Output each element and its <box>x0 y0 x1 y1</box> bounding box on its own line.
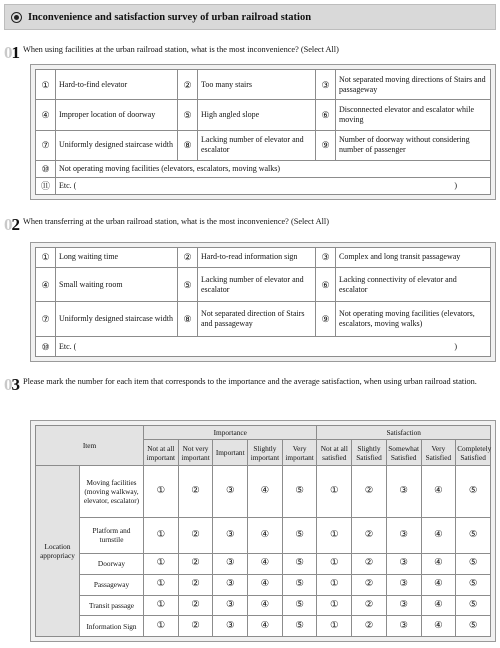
item-label: Moving facilities (moving walkway, elevator, escalator) <box>80 466 144 518</box>
satisfaction-choice[interactable]: ② <box>352 466 387 518</box>
satisfaction-col-header: Not at all satisfied <box>317 440 352 466</box>
option-label: Not operating moving facilities (elevators, escalators, moving walks) <box>336 302 491 337</box>
importance-choice[interactable]: ① <box>144 466 179 518</box>
option-label: Lacking connectivity of elevator and escalator <box>336 267 491 302</box>
option-number[interactable]: ③ <box>316 70 336 100</box>
option-number[interactable]: ⑧ <box>178 130 198 160</box>
satisfaction-choice[interactable]: ⑤ <box>456 517 491 553</box>
importance-choice[interactable]: ⑤ <box>282 616 317 637</box>
rating-row <box>36 574 491 595</box>
etc-option <box>56 337 491 357</box>
option-label: Small waiting room <box>56 267 178 302</box>
option-number[interactable]: ⑥ <box>316 267 336 302</box>
rating-row <box>36 616 491 637</box>
satisfaction-choice[interactable]: ① <box>317 517 352 553</box>
option-row <box>36 267 491 302</box>
question-1-options-table <box>35 69 491 195</box>
satisfaction-choice[interactable]: ③ <box>386 517 421 553</box>
option-row <box>36 177 491 194</box>
importance-choice[interactable]: ② <box>178 574 213 595</box>
question-3-text: Please mark the number for each item that corresponds to the importance and the average satisfaction, when using urban railroad station. <box>23 377 477 386</box>
item-label: Transit passage <box>80 595 144 616</box>
satisfaction-choice[interactable]: ⑤ <box>456 595 491 616</box>
importance-choice[interactable]: ① <box>144 554 179 575</box>
option-label: Improper location of doorway <box>56 100 178 130</box>
satisfaction-choice[interactable]: ② <box>352 554 387 575</box>
option-label: High angled slope <box>198 100 316 130</box>
question-2-text: When transferring at the urban railroad station, what is the most inconvenience? (Select All) <box>23 217 329 226</box>
double-circle-bullet-icon <box>11 12 22 23</box>
rating-row <box>36 466 491 518</box>
satisfaction-col-header: Very Satisfied <box>421 440 456 466</box>
question-1-options <box>30 64 496 200</box>
question-3-rating-table <box>35 425 491 637</box>
option-number[interactable]: ① <box>36 70 56 100</box>
satisfaction-col-header: Slightly Satisfied <box>352 440 387 466</box>
question-3 <box>4 376 496 393</box>
importance-choice[interactable]: ④ <box>248 574 283 595</box>
option-label: Lacking number of elevator and escalator <box>198 130 316 160</box>
option-label: Hard-to-find elevator <box>56 70 178 100</box>
option-label: Too many stairs <box>198 70 316 100</box>
importance-choice[interactable]: ② <box>178 616 213 637</box>
question-2-options <box>30 242 496 362</box>
satisfaction-choice[interactable]: ④ <box>421 466 456 518</box>
satisfaction-choice[interactable]: ④ <box>421 517 456 553</box>
rating-row <box>36 517 491 553</box>
satisfaction-choice[interactable]: ③ <box>386 574 421 595</box>
satisfaction-choice[interactable]: ① <box>317 554 352 575</box>
option-label: Etc. ( <box>59 180 77 190</box>
group-label: Location appropriacy <box>36 466 80 637</box>
importance-col-header: Not very important <box>178 440 213 466</box>
option-number[interactable]: ④ <box>36 100 56 130</box>
satisfaction-choice[interactable]: ① <box>317 616 352 637</box>
satisfaction-header: Satisfaction <box>317 426 491 440</box>
satisfaction-choice[interactable]: ④ <box>421 595 456 616</box>
option-label: Not separated direction of Stairs and passageway <box>198 302 316 337</box>
satisfaction-choice[interactable]: ③ <box>386 554 421 575</box>
rating-row <box>36 554 491 575</box>
importance-choice[interactable]: ⑤ <box>282 466 317 518</box>
importance-col-header: Not at all important <box>144 440 179 466</box>
importance-choice[interactable]: ① <box>144 574 179 595</box>
option-row <box>36 248 491 268</box>
importance-choice[interactable]: ⑤ <box>282 554 317 575</box>
importance-choice[interactable]: ② <box>178 517 213 553</box>
importance-choice[interactable]: ③ <box>213 466 248 518</box>
importance-col-header: Slightly important <box>248 440 283 466</box>
option-label: Lacking number of elevator and escalator <box>198 267 316 302</box>
importance-col-header: Very important <box>282 440 317 466</box>
option-row <box>36 302 491 337</box>
satisfaction-choice[interactable]: ① <box>317 574 352 595</box>
importance-choice[interactable]: ③ <box>213 517 248 553</box>
satisfaction-choice[interactable]: ② <box>352 574 387 595</box>
importance-choice[interactable]: ② <box>178 595 213 616</box>
importance-choice[interactable]: ⑤ <box>282 595 317 616</box>
option-number[interactable]: ⑦ <box>36 130 56 160</box>
option-number[interactable]: ⑩ <box>36 160 56 177</box>
option-label: Etc. ( <box>59 341 77 351</box>
option-number[interactable]: ⑤ <box>178 100 198 130</box>
survey-title: Inconvenience and satisfaction survey of urban railroad station <box>28 11 312 23</box>
option-number[interactable]: ③ <box>316 248 336 268</box>
satisfaction-choice[interactable]: ③ <box>386 595 421 616</box>
satisfaction-choice[interactable]: ⑤ <box>456 466 491 518</box>
importance-choice[interactable]: ⑤ <box>282 574 317 595</box>
question-3-rating-box <box>30 420 496 642</box>
option-number[interactable]: ⑨ <box>316 130 336 160</box>
option-row <box>36 337 491 357</box>
satisfaction-choice[interactable]: ② <box>352 517 387 553</box>
satisfaction-choice[interactable]: ⑤ <box>456 574 491 595</box>
option-label: Not separated moving directions of Stairs and passageway <box>336 70 491 100</box>
importance-choice[interactable]: ② <box>178 466 213 518</box>
question-1 <box>4 44 339 61</box>
option-label: Disconnected elevator and escalator while moving <box>336 100 491 130</box>
option-label: Not operating moving facilities (elevators, escalators, moving walks) <box>59 163 281 173</box>
question-2 <box>4 216 329 233</box>
option-label: Number of doorway without considering number of passenger <box>336 130 491 160</box>
satisfaction-choice[interactable]: ⑤ <box>456 554 491 575</box>
importance-choice[interactable]: ④ <box>248 554 283 575</box>
question-3-number: 0 3 <box>4 375 20 394</box>
satisfaction-choice[interactable]: ④ <box>421 574 456 595</box>
importance-choice[interactable]: ③ <box>213 554 248 575</box>
satisfaction-choice[interactable]: ① <box>317 595 352 616</box>
satisfaction-choice[interactable]: ④ <box>421 616 456 637</box>
option-number[interactable]: ⑤ <box>178 267 198 302</box>
question-1-text: When using facilities at the urban railroad station, what is the most inconvenience? (Select All) <box>23 45 339 54</box>
importance-choice[interactable]: ⑤ <box>282 517 317 553</box>
option-label: Hard-to-read information sign <box>198 248 316 268</box>
importance-choice[interactable]: ③ <box>213 616 248 637</box>
option-label: Long waiting time <box>56 248 178 268</box>
etc-close-paren: ) <box>454 180 457 190</box>
option-number[interactable]: ① <box>36 248 56 268</box>
satisfaction-choice[interactable]: ③ <box>386 616 421 637</box>
option-number[interactable]: ⑥ <box>316 100 336 130</box>
option-row <box>36 130 491 160</box>
importance-choice[interactable]: ③ <box>213 574 248 595</box>
importance-col-header: Important <box>213 440 248 466</box>
satisfaction-choice[interactable]: ② <box>352 616 387 637</box>
question-2-options-table <box>35 247 491 357</box>
option-row <box>36 160 491 177</box>
importance-choice[interactable]: ④ <box>248 595 283 616</box>
satisfaction-choice[interactable]: ① <box>317 466 352 518</box>
importance-choice[interactable]: ③ <box>213 595 248 616</box>
satisfaction-col-header: Completely Satisfied <box>456 440 491 466</box>
item-header: Item <box>36 426 144 466</box>
option-label <box>56 160 491 177</box>
question-1-number: 0 1 <box>4 43 20 62</box>
question-2-number: 0 2 <box>4 215 20 234</box>
etc-option <box>56 177 491 194</box>
option-label: Complex and long transit passageway <box>336 248 491 268</box>
importance-header: Importance <box>144 426 317 440</box>
item-label: Doorway <box>80 554 144 575</box>
option-row <box>36 100 491 130</box>
rating-row <box>36 595 491 616</box>
option-number[interactable]: ④ <box>36 267 56 302</box>
importance-choice[interactable]: ① <box>144 517 179 553</box>
satisfaction-choice[interactable]: ② <box>352 595 387 616</box>
option-row <box>36 70 491 100</box>
option-number[interactable]: ② <box>178 248 198 268</box>
option-label: Uniformly designed staircase width <box>56 302 178 337</box>
satisfaction-choice[interactable]: ⑤ <box>456 616 491 637</box>
item-label: Platform and turnstile <box>80 517 144 553</box>
importance-choice[interactable]: ① <box>144 595 179 616</box>
importance-choice[interactable]: ① <box>144 616 179 637</box>
option-number[interactable]: ⑪ <box>36 177 56 194</box>
importance-choice[interactable]: ② <box>178 554 213 575</box>
importance-choice[interactable]: ④ <box>248 616 283 637</box>
option-label: Uniformly designed staircase width <box>56 130 178 160</box>
option-number[interactable]: ② <box>178 70 198 100</box>
option-number[interactable]: ⑩ <box>36 337 56 357</box>
option-number[interactable]: ⑧ <box>178 302 198 337</box>
satisfaction-choice[interactable]: ④ <box>421 554 456 575</box>
importance-choice[interactable]: ④ <box>248 466 283 518</box>
satisfaction-choice[interactable]: ③ <box>386 466 421 518</box>
survey-title-bar <box>4 4 496 30</box>
item-label: Information Sign <box>80 616 144 637</box>
option-number[interactable]: ⑦ <box>36 302 56 337</box>
option-number[interactable]: ⑨ <box>316 302 336 337</box>
satisfaction-col-header: Somewhat Satisfied <box>386 440 421 466</box>
etc-close-paren: ) <box>454 341 457 351</box>
item-label: Passageway <box>80 574 144 595</box>
importance-choice[interactable]: ④ <box>248 517 283 553</box>
